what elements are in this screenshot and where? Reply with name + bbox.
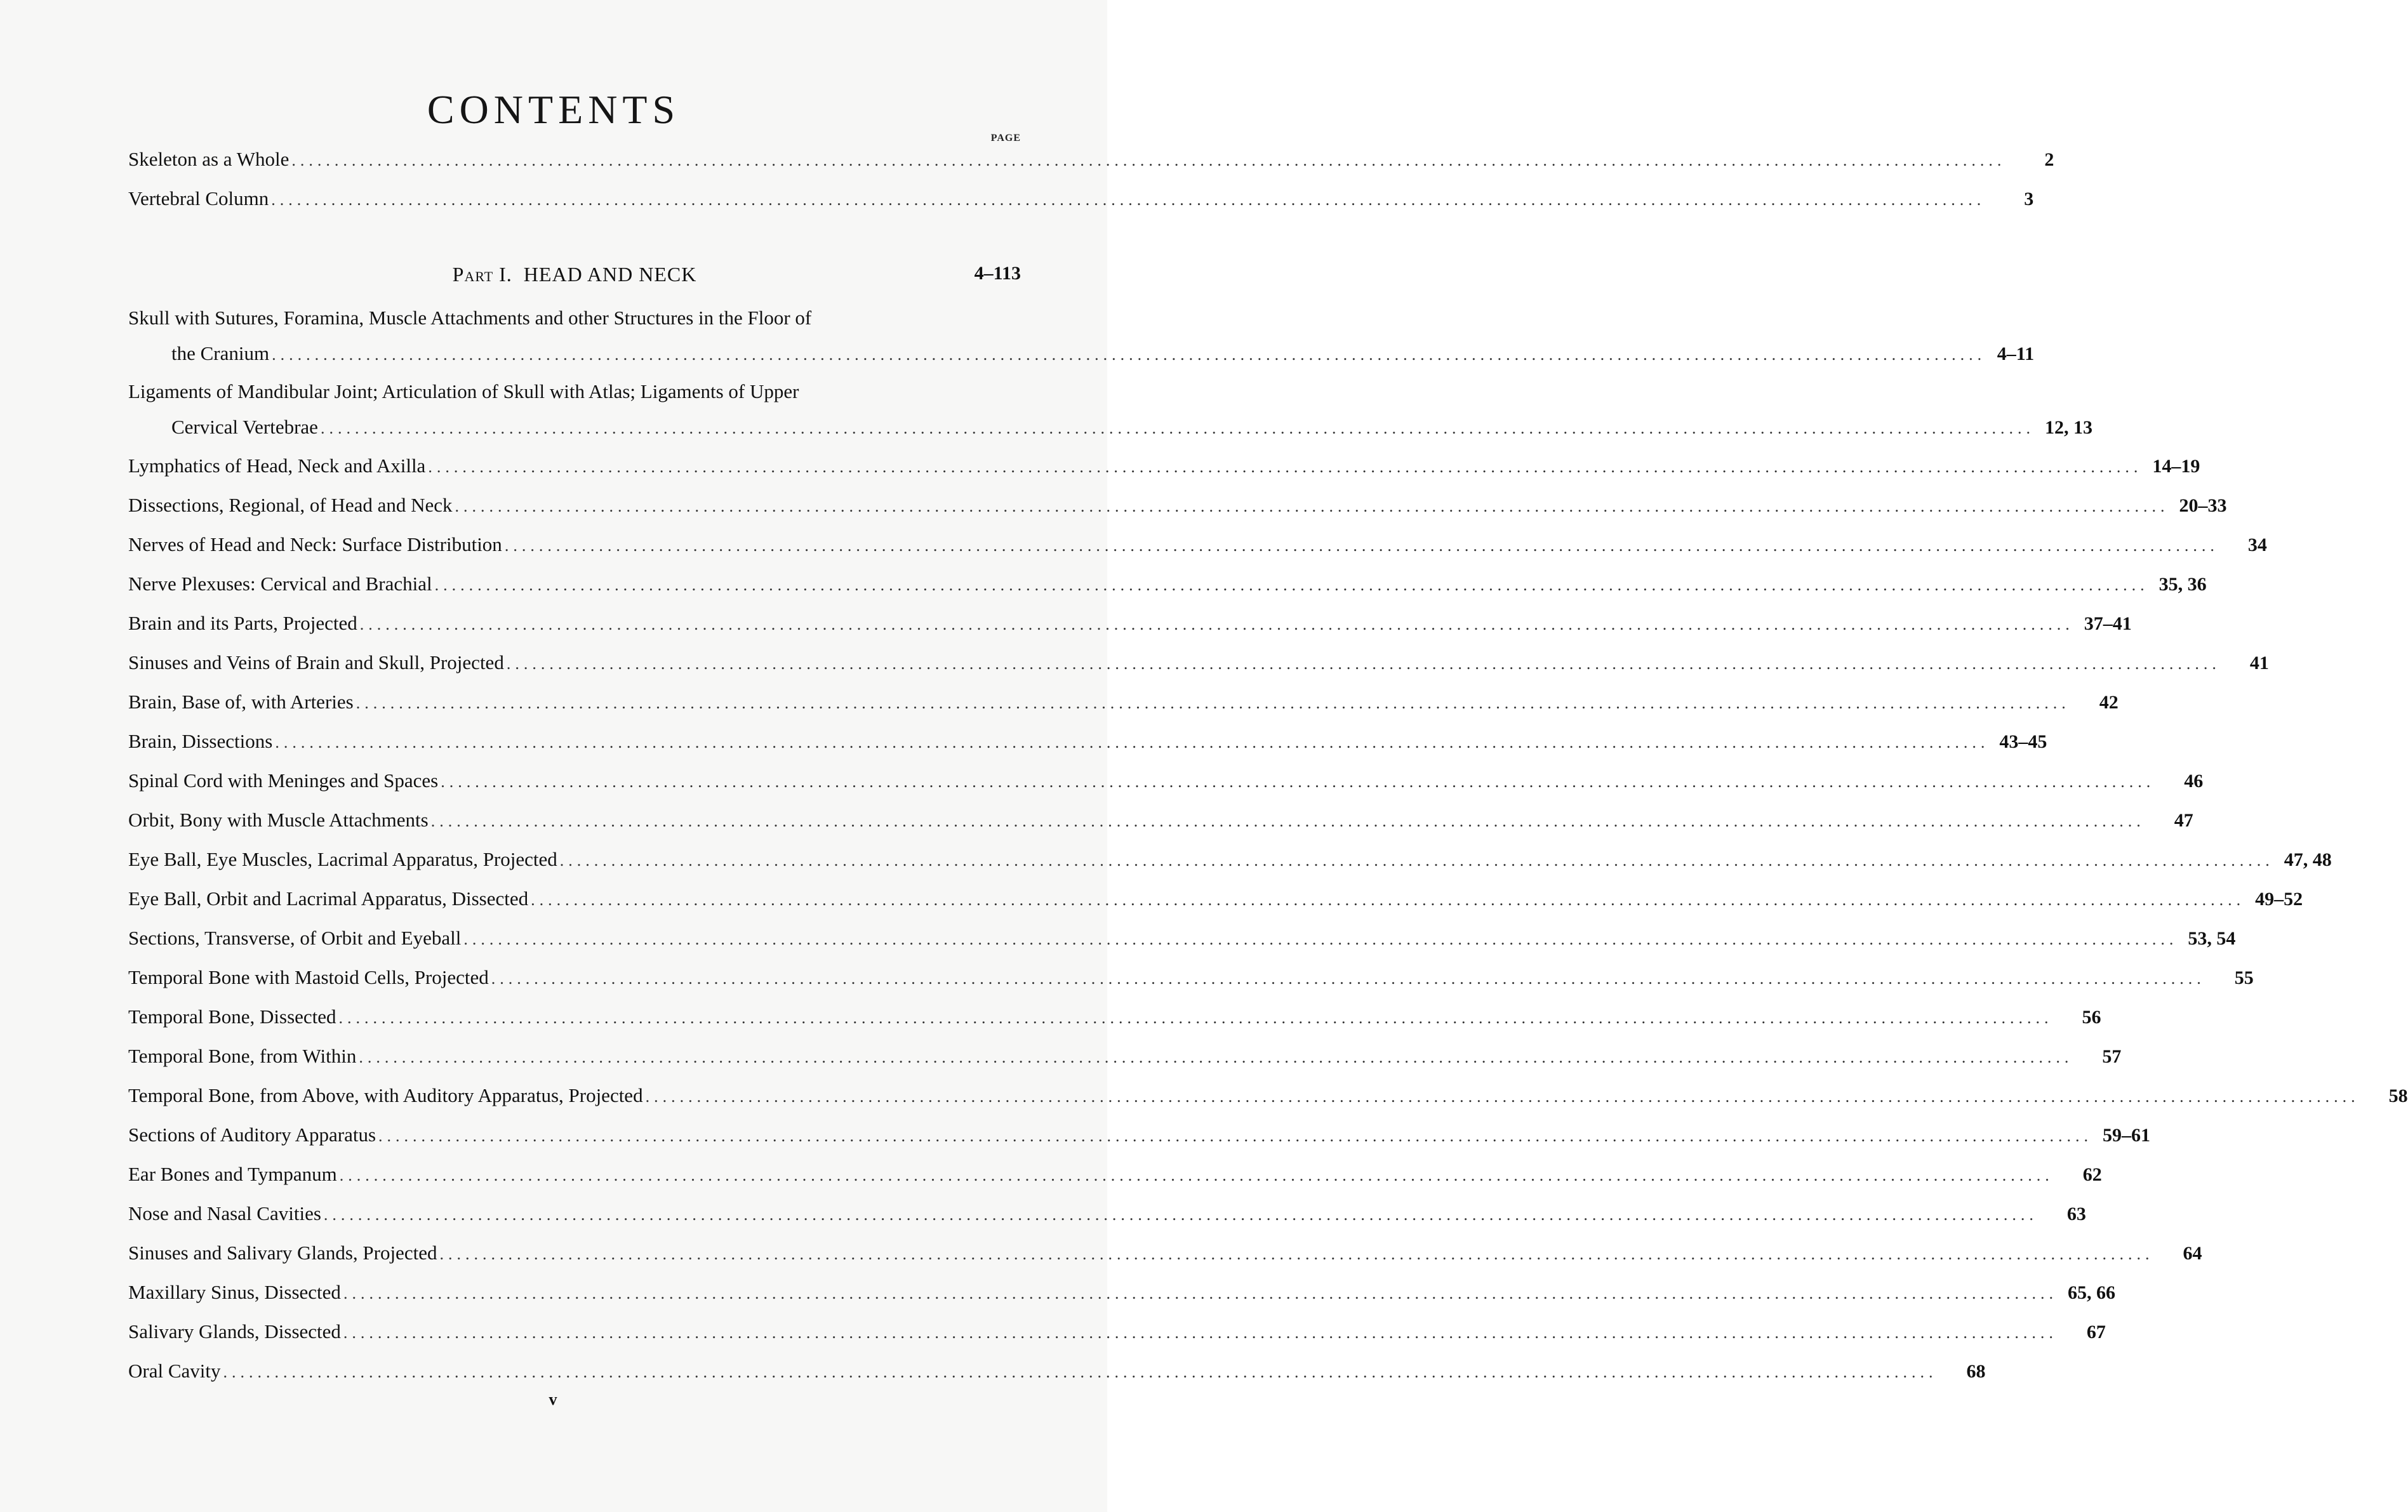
- toc-entry-text: Temporal Bone, from Within: [128, 1045, 357, 1067]
- leader-dots: ........................................................................................................................................................................................................: [223, 1363, 1938, 1381]
- leader-dots: ........................................................................................................................................................................................................: [320, 419, 2035, 437]
- toc-entry: [128, 527, 2267, 562]
- leader-dots: ........................................................................................................................................................................................................: [434, 576, 2149, 594]
- toc-entry-text: Dissections, Regional, of Head and Neck: [128, 494, 453, 516]
- toc-entry-text: Maxillary Sinus, Dissected: [128, 1281, 341, 1303]
- toc-entry-text: Eye Ball, Orbit and Lacrimal Apparatus, Dissected: [128, 887, 529, 910]
- toc-entry: [128, 182, 2034, 216]
- toc-entry: [128, 449, 2200, 483]
- toc-entry-page: 65, 66: [2067, 1282, 2115, 1303]
- toc-entry: [128, 646, 2269, 680]
- toc-entry: [128, 724, 2047, 759]
- part-page-range: 4–113: [974, 263, 1021, 284]
- leader-dots: ........................................................................................................................................................................................................: [455, 497, 2169, 515]
- toc-entry-text: Sections, Transverse, of Orbit and Eyeball: [128, 927, 462, 949]
- toc-entry-page: 4–11: [1997, 343, 2035, 364]
- leader-dots: ........................................................................................................................................................................................................: [339, 1166, 2054, 1184]
- toc-entry-page: 2: [2044, 149, 2054, 170]
- part-prefix: Part I.: [452, 263, 512, 286]
- toc-entry-page: 56: [2082, 1007, 2101, 1028]
- toc-entry-page: 14–19: [2152, 456, 2200, 477]
- toc-entry-page: 34: [2247, 534, 2267, 555]
- toc-entry-page: 53, 54: [2188, 928, 2236, 949]
- toc-entry-text: Brain, Dissections: [128, 730, 273, 752]
- toc-entry: [128, 1236, 2202, 1270]
- toc-entry-page: 20–33: [2179, 495, 2227, 516]
- part-heading: [128, 263, 1021, 295]
- leader-dots: ........................................................................................................................................................................................................: [463, 930, 2178, 948]
- page-column-label: PAGE: [990, 133, 1021, 143]
- toc-entry: [128, 606, 2132, 640]
- toc-entry-page: 59–61: [2103, 1125, 2151, 1146]
- toc-entry-text: Orbit, Bony with Muscle Attachments: [128, 809, 429, 831]
- toc-entry: [128, 1197, 2086, 1231]
- toc-entry: [128, 1157, 2102, 1191]
- toc-entry-page: 63: [2066, 1204, 2086, 1224]
- leader-dots: ........................................................................................................................................................................................................: [491, 969, 2205, 988]
- toc-entry-text: Sinuses and Salivary Glands, Projected: [128, 1242, 437, 1264]
- toc-entry: [128, 960, 2254, 995]
- leader-dots: ........................................................................................................................................................................................................: [430, 812, 2145, 830]
- toc-entry-text: Temporal Bone with Mastoid Cells, Projected: [128, 966, 489, 988]
- toc-entry: [128, 1000, 2101, 1034]
- leader-dots: ........................................................................................................................................................................................................: [338, 1009, 2053, 1027]
- toc-entry: [128, 882, 2303, 916]
- toc-entry-page: 57: [2102, 1046, 2122, 1067]
- toc-entry: [128, 842, 2332, 877]
- toc-entry-text: Skeleton as a Whole: [128, 148, 289, 170]
- toc-entry: [128, 375, 2092, 444]
- page-title: CONTENTS: [427, 87, 681, 132]
- toc-entry: [128, 1354, 1986, 1388]
- leader-dots: ........................................................................................................................................................................................................: [428, 458, 2143, 476]
- toc-entry-page: 67: [2086, 1322, 2106, 1343]
- toc-entry-page: 49–52: [2255, 889, 2303, 910]
- toc-entry-text-line1: Skull with Sutures, Foramina, Muscle Attachments and other Structures in the Floor of: [128, 307, 812, 329]
- toc-entry: [128, 685, 2119, 719]
- toc-entry-text: Spinal Cord with Meninges and Spaces: [128, 769, 439, 792]
- leader-dots: ........................................................................................................................................................................................................: [272, 345, 1986, 364]
- toc-entry: [128, 488, 2227, 522]
- toc-entry-text: the Cranium: [171, 342, 270, 364]
- toc-entry: [128, 1118, 2151, 1152]
- toc-entry-text: Sections of Auditory Apparatus: [128, 1124, 376, 1146]
- toc-entry: [128, 1039, 2122, 1073]
- toc-entry-page: 12, 13: [2044, 417, 2092, 438]
- toc-entry: [128, 764, 2204, 798]
- toc-entry-text: Brain and its Parts, Projected: [128, 612, 357, 634]
- toc-entry-text: Cervical Vertebrae: [171, 416, 318, 438]
- leader-dots: ........................................................................................................................................................................................................: [504, 536, 2219, 555]
- toc-entry-page: 64: [2183, 1243, 2202, 1264]
- toc-entry-text: Eye Ball, Eye Muscles, Lacrimal Apparatus, Projected: [128, 848, 557, 870]
- toc-entry-page: 3: [2024, 189, 2034, 209]
- toc-entry-text: Sinuses and Veins of Brain and Skull, Projected: [128, 651, 504, 673]
- toc-entry: [128, 921, 2236, 955]
- toc-entry-page: 43–45: [1999, 731, 2047, 752]
- leader-dots: ........................................................................................................................................................................................................: [359, 615, 2074, 633]
- toc-entry-text: Temporal Bone, Dissected: [128, 1005, 336, 1028]
- toc-entry-text: Salivary Glands, Dissected: [128, 1320, 341, 1343]
- toc-entry-text: Vertebral Column: [128, 187, 269, 209]
- leader-dots: ........................................................................................................................................................................................................: [645, 1087, 2360, 1106]
- toc-entry-page: 37–41: [2084, 613, 2132, 634]
- toc-entry-text: Ear Bones and Tympanum: [128, 1163, 337, 1185]
- toc-entry: [128, 142, 2054, 176]
- leader-dots: ........................................................................................................................................................................................................: [441, 773, 2155, 791]
- toc-entry-text: Nerve Plexuses: Cervical and Brachial: [128, 573, 432, 595]
- leader-dots: ........................................................................................................................................................................................................: [323, 1205, 2038, 1224]
- toc-entry: [128, 301, 2035, 371]
- toc-entry-page: 46: [2184, 771, 2204, 792]
- leader-dots: ........................................................................................................................................................................................................: [559, 851, 2274, 870]
- toc-entry-text: Oral Cavity: [128, 1360, 221, 1382]
- toc-entry: [128, 1275, 2115, 1310]
- toc-entry-text: Lymphatics of Head, Neck and Axilla: [128, 454, 426, 477]
- toc-entry-page: 58: [2388, 1085, 2408, 1106]
- part-title: HEAD AND NECK: [523, 263, 697, 286]
- toc-entry-page: 42: [2099, 692, 2119, 713]
- toc-entry-page: 35, 36: [2159, 574, 2207, 595]
- toc-entry-text: Nose and Nasal Cavities: [128, 1202, 321, 1224]
- toc-entry-page: 62: [2082, 1164, 2102, 1185]
- toc-entry-page: 47, 48: [2284, 849, 2332, 870]
- leader-dots: ........................................................................................................................................................................................................: [291, 151, 2006, 169]
- toc-entry-text: Brain, Base of, with Arteries: [128, 691, 354, 713]
- leader-dots: ........................................................................................................................................................................................................: [275, 733, 1990, 752]
- toc-entry-text: Temporal Bone, from Above, with Auditory Apparatus, Projected: [128, 1084, 643, 1106]
- toc-entry-page: 55: [2234, 967, 2254, 988]
- toc-entry-text-line1: Ligaments of Mandibular Joint; Articulation of Skull with Atlas; Ligaments of Upper: [128, 380, 799, 402]
- leader-dots: ........................................................................................................................................................................................................: [506, 654, 2221, 673]
- leader-dots: ........................................................................................................................................................................................................: [359, 1048, 2073, 1066]
- toc-entry-page: 41: [2249, 653, 2269, 673]
- leader-dots: ........................................................................................................................................................................................................: [439, 1245, 2154, 1263]
- toc-entry: [128, 1078, 2408, 1113]
- leader-dots: ........................................................................................................................................................................................................: [356, 694, 2070, 712]
- leader-dots: ........................................................................................................................................................................................................: [343, 1284, 2058, 1303]
- toc-entry: [128, 567, 2207, 601]
- toc-entry: [128, 803, 2193, 837]
- toc-entry-page: 68: [1966, 1361, 1986, 1382]
- leader-dots: ........................................................................................................................................................................................................: [271, 190, 1986, 209]
- leader-dots: ........................................................................................................................................................................................................: [378, 1127, 2093, 1145]
- toc-entry-text: Nerves of Head and Neck: Surface Distribution: [128, 533, 502, 555]
- toc-entry: [128, 1315, 2106, 1349]
- page-folio: v: [549, 1390, 559, 1409]
- leader-dots: ........................................................................................................................................................................................................: [531, 891, 2245, 909]
- leader-dots: ........................................................................................................................................................................................................: [343, 1323, 2058, 1342]
- toc-entry-page: 47: [2174, 810, 2193, 831]
